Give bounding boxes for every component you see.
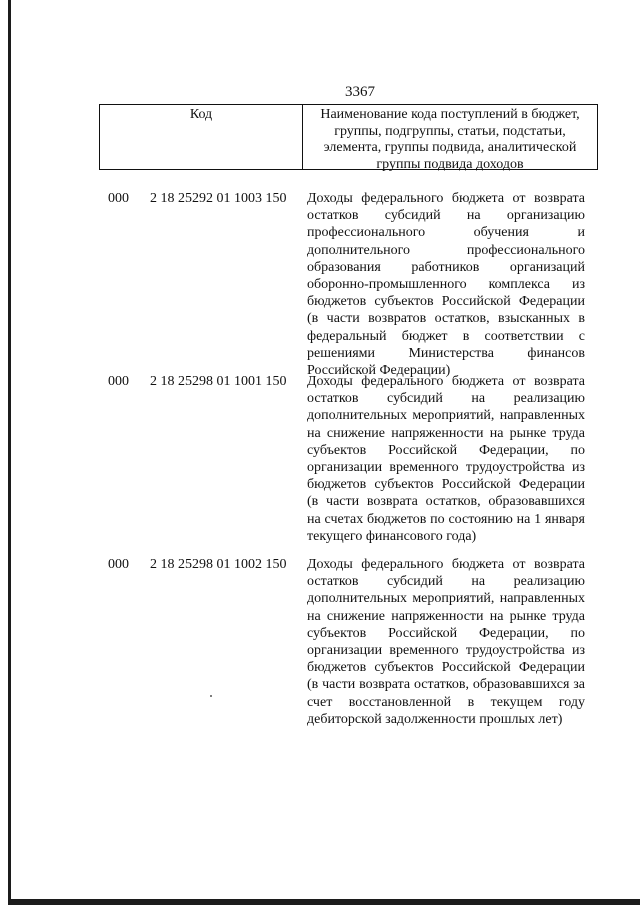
- scan-speck: [210, 695, 212, 697]
- scan-border-left: [8, 0, 11, 905]
- scan-border-bottom: [8, 899, 640, 905]
- header-code-label: Код: [189, 107, 213, 122]
- header-divider: [302, 105, 303, 169]
- admin-code: 000: [108, 374, 129, 389]
- income-description: Доходы федерального бюджета от возврата остатков субсидий на организацию профессионального обучения и дополнительного профессионального образования работников организаций оборонно-промышленного комплекса из бюджетов субъектов Российской Федерации (в части возвратов остатков, взысканных в федеральный бюджет в соответствии с решениями Министерства финансов Российской Федерации): [307, 191, 585, 379]
- admin-code: 000: [108, 557, 129, 572]
- income-code: 2 18 25292 01 1003 150: [150, 191, 287, 206]
- income-description: Доходы федерального бюджета от возврата остатков субсидий на реализацию дополнительных мероприятий, направленных на снижение напряженности на рынке труда субъектов Российской Федерации, по организации временного трудоустройства из бюджетов субъектов Российской Федерации (в части возврата остатков, образовавшихся на счетах бюджетов по состоянию на 1 января текущего финансового года): [307, 374, 585, 544]
- header-name-label: Наименование кода поступлений в бюджет, группы, подгруппы, статьи, подстатьи, элемента, группы подвида, аналитической группы подвида доходов: [320, 107, 580, 172]
- income-code: 2 18 25298 01 1002 150: [150, 557, 287, 572]
- income-description: Доходы федерального бюджета от возврата остатков субсидий на реализацию дополнительных мероприятий, направленных на снижение напряженности на рынке труда субъектов Российской Федерации, по организации временного трудоустройства из бюджетов субъектов Российской Федерации (в части возврата остатков, образовавшихся за счет восстановленной в текущем году дебиторской задолженности прошлых лет): [307, 557, 585, 727]
- table-header: [99, 104, 598, 170]
- page-number: 3367: [345, 84, 375, 100]
- admin-code: 000: [108, 191, 129, 206]
- income-code: 2 18 25298 01 1001 150: [150, 374, 287, 389]
